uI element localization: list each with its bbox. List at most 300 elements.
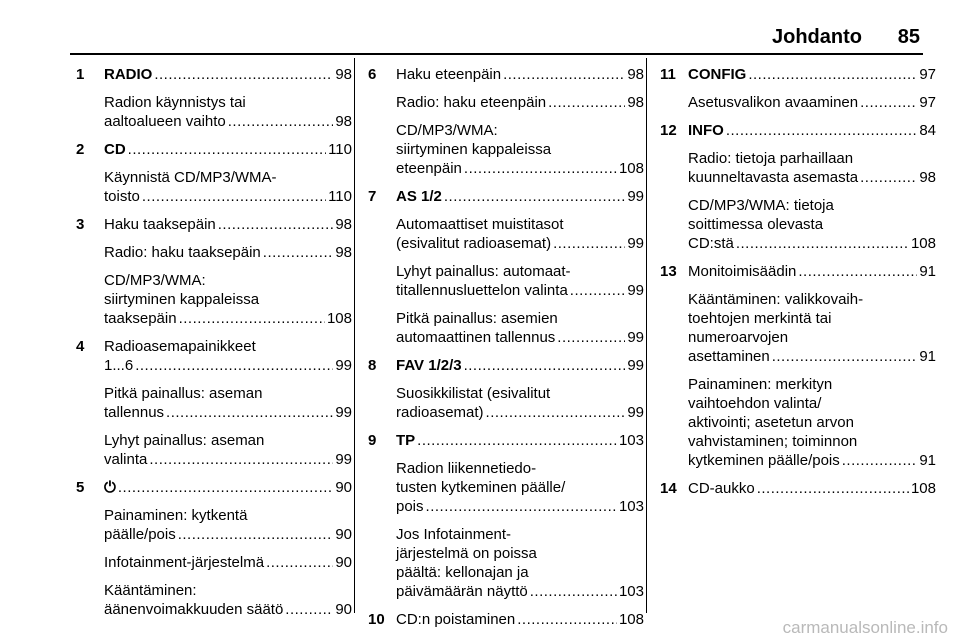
dot-leader [228, 112, 334, 131]
spacer [104, 328, 352, 337]
entry-text: Radion liikennetiedo- [396, 460, 537, 477]
entry-line [396, 459, 644, 478]
dot-leader [726, 121, 917, 140]
page-reference[interactable]: 103 [618, 498, 644, 515]
dot-leader [503, 65, 625, 84]
entry-line [396, 525, 644, 544]
entry-text: Painaminen: merkityn [688, 376, 833, 393]
entry-text: vaihtoehdon valinta/ [688, 395, 822, 412]
spacer [396, 601, 644, 610]
page-reference[interactable]: 91 [919, 348, 936, 365]
entry-text: pois [396, 498, 424, 515]
entry-line [104, 309, 352, 328]
entry-block [396, 309, 644, 347]
index-entry [660, 65, 936, 121]
entry-block [396, 187, 644, 206]
index-entry [76, 478, 352, 628]
entry-block [104, 271, 352, 328]
entry-text: kuunneltavasta asemasta [688, 169, 859, 186]
entry-block [104, 168, 352, 206]
entry-line [104, 243, 352, 262]
entry-line [396, 187, 644, 206]
dot-leader [553, 234, 625, 253]
entry-line [688, 290, 936, 309]
control-label: CONFIG [688, 66, 747, 83]
page-reference[interactable]: 98 [627, 66, 644, 83]
entry-text: radioasemat) [396, 404, 484, 421]
entry-number: 6 [368, 66, 377, 83]
entry-line [396, 431, 644, 450]
dot-leader [263, 243, 334, 262]
spacer [104, 206, 352, 215]
entry-line [688, 328, 936, 347]
entry-block [104, 384, 352, 422]
entry-line [104, 271, 352, 290]
entry-line [396, 328, 644, 347]
dot-leader [178, 525, 334, 544]
entry-line [104, 356, 352, 375]
spacer [396, 375, 644, 384]
entry-line [104, 140, 352, 159]
page-reference[interactable]: 108 [618, 611, 644, 628]
spacer [104, 159, 352, 168]
entry-block [396, 215, 644, 253]
index-entry [368, 356, 644, 431]
spacer [688, 498, 936, 507]
dot-leader [557, 328, 625, 347]
entry-line [688, 262, 936, 281]
page-reference[interactable]: 110 [328, 188, 352, 205]
entry-line [688, 121, 936, 140]
entry-text: Kääntäminen: [104, 582, 197, 599]
spacer [104, 262, 352, 271]
entry-line [688, 394, 936, 413]
entry-block [688, 262, 936, 281]
entry-text: Kääntäminen: valikkovaih- [688, 291, 864, 308]
dot-leader [530, 582, 617, 601]
entry-number: 9 [368, 432, 377, 449]
index-column-1 [76, 65, 352, 628]
entry-line [104, 403, 352, 422]
dot-leader [842, 451, 918, 470]
entry-block [396, 610, 644, 629]
entry-number: 2 [76, 141, 85, 158]
spacer [396, 347, 644, 356]
entry-block [396, 121, 644, 178]
entry-line [688, 234, 936, 253]
entry-line [104, 600, 352, 619]
entry-block [688, 149, 936, 187]
entry-text: soittimessa olevasta [688, 216, 824, 233]
dot-leader [266, 553, 333, 572]
entry-line [104, 525, 352, 544]
entry-line [104, 431, 352, 450]
page-reference[interactable]: 98 [335, 244, 352, 261]
spacer [396, 450, 644, 459]
control-label: CD [104, 141, 126, 158]
spacer [104, 234, 352, 243]
index-entry [368, 610, 644, 638]
page-reference[interactable]: 98 [919, 169, 936, 186]
control-label: FAV 1/2/3 [396, 357, 462, 374]
dot-leader [417, 431, 617, 450]
entry-line [104, 478, 352, 497]
spacer [396, 84, 644, 93]
entry-line [104, 187, 352, 206]
page-reference[interactable]: 98 [627, 94, 644, 111]
entry-block [688, 121, 936, 140]
entry-line [688, 479, 936, 498]
entry-block [104, 65, 352, 84]
entry-number: 4 [76, 338, 85, 355]
page-reference[interactable]: 108 [910, 235, 936, 252]
page-reference[interactable]: 99 [627, 235, 644, 252]
dot-leader [798, 262, 917, 281]
entry-line [396, 65, 644, 84]
spacer [104, 572, 352, 581]
entry-text: (esivalitut radioasemat) [396, 235, 552, 252]
spacer [688, 281, 936, 290]
page-reference[interactable]: 99 [627, 357, 644, 374]
entry-line [396, 93, 644, 112]
entry-block [688, 93, 936, 112]
entry-block [688, 375, 936, 470]
entry-number: 1 [76, 66, 85, 83]
page-reference[interactable]: 99 [627, 188, 644, 205]
entry-line [688, 168, 936, 187]
spacer [688, 470, 936, 479]
entry-block [104, 478, 352, 497]
entry-block [104, 431, 352, 469]
entry-line [688, 432, 936, 451]
page-number: 85 [897, 26, 920, 48]
entry-line [104, 112, 352, 131]
page-reference[interactable]: 97 [919, 66, 936, 83]
page-reference[interactable]: 97 [919, 94, 936, 111]
entry-text: Lyhyt painallus: aseman [104, 432, 265, 449]
entry-number: 8 [368, 357, 377, 374]
entry-line [688, 149, 936, 168]
entry-text: taaksepäin [104, 310, 177, 327]
dot-leader [285, 600, 333, 619]
entry-line [104, 65, 352, 84]
dot-leader [772, 347, 918, 366]
entry-line [688, 93, 936, 112]
index-entry [368, 187, 644, 356]
spacer [688, 84, 936, 93]
entry-text: 1...6 [104, 357, 134, 374]
entry-text: valinta [104, 451, 148, 468]
dot-leader [218, 215, 334, 234]
entry-text: tusten kytkeminen päälle/ [396, 479, 566, 496]
entry-line [688, 196, 936, 215]
entry-text: Radion käynnistys tai [104, 94, 246, 111]
spacer [396, 178, 644, 187]
entry-text: Radio: tietoja parhaillaan [688, 150, 854, 167]
dot-leader [736, 234, 909, 253]
entry-text: siirtyminen kappaleissa [104, 291, 260, 308]
dot-leader [149, 450, 333, 469]
entry-text: päältä: kellonajan ja [396, 564, 529, 581]
page-reference[interactable]: 108 [326, 310, 352, 327]
control-label: TP [396, 432, 416, 449]
entry-line [688, 309, 936, 328]
page-reference[interactable]: 98 [335, 216, 352, 233]
entry-text: tallennus [104, 404, 165, 421]
dot-leader [128, 140, 326, 159]
entry-line [396, 478, 644, 497]
column-divider [646, 58, 647, 613]
index-entry [76, 65, 352, 140]
spacer [104, 131, 352, 140]
page-reference[interactable]: 99 [627, 404, 644, 421]
entry-text: Suosikkilistat (esivalitut [396, 385, 551, 402]
entry-text: Infotainment-järjestelmä [104, 554, 265, 571]
entry-text: titallennusluettelon valinta [396, 282, 568, 299]
entry-text: Lyhyt painallus: automaat- [396, 263, 571, 280]
index-column-3 [660, 65, 936, 507]
entry-number: 10 [368, 611, 385, 628]
page-reference[interactable]: 108 [618, 160, 644, 177]
entry-block [688, 65, 936, 84]
spacer [688, 140, 936, 149]
entry-line [396, 234, 644, 253]
spacer [688, 187, 936, 196]
entry-line [688, 65, 936, 84]
entry-block [396, 65, 644, 84]
dot-leader [486, 403, 626, 422]
dot-leader [517, 610, 617, 629]
entry-text: Haku taaksepäin [104, 216, 216, 233]
page-reference[interactable]: 99 [627, 329, 644, 346]
index-entry [368, 65, 644, 187]
entry-number: 13 [660, 263, 677, 280]
entry-text: Pitkä painallus: aseman [104, 385, 263, 402]
control-label: INFO [688, 122, 724, 139]
entry-text: päälle/pois [104, 526, 176, 543]
dot-leader [118, 478, 333, 497]
entry-line [104, 337, 352, 356]
entry-line [688, 215, 936, 234]
entry-text: Automaattiset muistitasot [396, 216, 564, 233]
dot-leader [548, 93, 625, 112]
entry-number: 11 [660, 66, 676, 83]
entry-block [104, 93, 352, 131]
entry-text: Radio: haku taaksepäin [104, 244, 261, 261]
spacer [396, 422, 644, 431]
entry-text: Käynnistä CD/MP3/WMA- [104, 169, 277, 186]
entry-block [396, 431, 644, 450]
spacer [104, 84, 352, 93]
entry-text: Radioasemapainikkeet [104, 338, 256, 355]
entry-line [104, 581, 352, 600]
entry-line [396, 309, 644, 328]
entry-block [688, 196, 936, 253]
page-reference[interactable]: 98 [335, 66, 352, 83]
entry-line [396, 215, 644, 234]
watermark: carmanualsonline.info [782, 618, 948, 637]
entry-line [688, 451, 936, 470]
entry-line [104, 506, 352, 525]
index-entry [76, 215, 352, 337]
entry-line [688, 347, 936, 366]
spacer [396, 300, 644, 309]
entry-line [396, 403, 644, 422]
entry-line [396, 356, 644, 375]
entry-text: siirtyminen kappaleissa [396, 141, 552, 158]
entry-line [396, 121, 644, 140]
index-entry [368, 431, 644, 610]
dot-leader [179, 309, 325, 328]
spacer [104, 375, 352, 384]
page-reference[interactable]: 90 [335, 601, 352, 618]
entry-text: äänenvoimakkuuden säätö [104, 601, 284, 618]
entry-text: Radio: haku eteenpäin [396, 94, 547, 111]
page-reference[interactable]: 99 [335, 357, 352, 374]
entry-text: CD/MP3/WMA: [396, 122, 498, 139]
entry-line [104, 215, 352, 234]
spacer [104, 619, 352, 628]
entry-block [104, 581, 352, 619]
spacer [396, 253, 644, 262]
page-reference[interactable]: 108 [910, 480, 936, 497]
entry-text: kytkeminen päälle/pois [688, 452, 840, 469]
page-reference[interactable]: 99 [335, 451, 352, 468]
dot-leader [570, 281, 626, 300]
entry-block [688, 479, 936, 498]
dot-leader [166, 403, 333, 422]
spacer [104, 544, 352, 553]
entry-text: aaltoalueen vaihto [104, 113, 226, 130]
index-entry [76, 140, 352, 215]
entry-block [396, 525, 644, 601]
spacer [104, 469, 352, 478]
header-rule [70, 53, 923, 55]
dot-leader [154, 65, 333, 84]
dot-leader [142, 187, 326, 206]
spacer [396, 629, 644, 638]
index-entry [660, 262, 936, 479]
entry-line [396, 544, 644, 563]
entry-line [688, 375, 936, 394]
entry-number: 7 [368, 188, 377, 205]
entry-text: Pitkä painallus: asemien [396, 310, 558, 327]
page-reference[interactable]: 98 [335, 113, 352, 130]
entry-text: toehtojen merkintä tai [688, 310, 832, 327]
control-label: RADIO [104, 66, 153, 83]
entry-line [396, 140, 644, 159]
entry-text: eteenpäin [396, 160, 462, 177]
dot-leader [464, 356, 626, 375]
page-reference[interactable]: 103 [618, 432, 644, 449]
entry-line [396, 384, 644, 403]
dot-leader [444, 187, 625, 206]
entry-block [104, 215, 352, 234]
page-header [0, 0, 960, 56]
dot-leader [757, 479, 909, 498]
entry-line [104, 384, 352, 403]
dot-leader [748, 65, 917, 84]
entry-text: asettaminen [688, 348, 770, 365]
entry-line [396, 497, 644, 516]
entry-block [104, 140, 352, 159]
entry-line [396, 563, 644, 582]
entry-text: järjestelmä on poissa [396, 545, 537, 562]
control-label: AS 1/2 [396, 188, 442, 205]
dot-leader [464, 159, 617, 178]
dot-leader [135, 356, 333, 375]
entry-line [396, 262, 644, 281]
page-reference[interactable]: 99 [335, 404, 352, 421]
index-column-2 [368, 65, 644, 638]
page-reference[interactable]: 91 [919, 263, 936, 280]
dot-leader [860, 93, 917, 112]
entry-text: CD-aukko [688, 480, 755, 497]
entry-block [396, 356, 644, 375]
entry-text: Monitoimisäädin [688, 263, 797, 280]
entry-text: Asetusvalikon avaaminen [688, 94, 859, 111]
entry-text: CD:stä [688, 235, 734, 252]
dot-leader [860, 168, 917, 187]
page-reference[interactable]: 110 [328, 141, 352, 158]
page-title: Johdanto [772, 26, 862, 48]
entry-text: vahvistaminen; toiminnon [688, 433, 858, 450]
page-reference[interactable]: 90 [335, 526, 352, 543]
page-reference[interactable]: 91 [919, 452, 936, 469]
entry-text: CD/MP3/WMA: [104, 272, 206, 289]
spacer [688, 366, 936, 375]
entry-line [396, 610, 644, 629]
entry-block [104, 243, 352, 262]
entry-block [396, 93, 644, 112]
index-entry [660, 121, 936, 262]
page-reference[interactable]: 90 [335, 554, 352, 571]
entry-block [396, 459, 644, 516]
entry-block [396, 384, 644, 422]
entry-line [396, 159, 644, 178]
entry-text: Painaminen: kytkentä [104, 507, 248, 524]
entry-block [104, 553, 352, 572]
entry-line [104, 93, 352, 112]
control-label: ⏻ [104, 479, 116, 496]
entry-line [104, 450, 352, 469]
entry-number: 5 [76, 479, 85, 496]
page-reference[interactable]: 90 [335, 479, 352, 496]
entry-line [104, 553, 352, 572]
index-entry [76, 337, 352, 478]
entry-text: aktivointi; asetetun arvon [688, 414, 854, 431]
spacer [104, 422, 352, 431]
page-reference[interactable]: 99 [627, 282, 644, 299]
spacer [688, 112, 936, 121]
entry-text: toisto [104, 188, 140, 205]
index-entry [660, 479, 936, 507]
entry-block [104, 337, 352, 375]
entry-line [104, 290, 352, 309]
page-reference[interactable]: 103 [618, 583, 644, 600]
entry-text: Jos Infotainment- [396, 526, 512, 543]
entry-number: 3 [76, 216, 85, 233]
entry-block [688, 290, 936, 366]
entry-block [396, 262, 644, 300]
spacer [104, 497, 352, 506]
entry-line [396, 582, 644, 601]
entry-number: 12 [660, 122, 677, 139]
entry-text: CD:n poistaminen [396, 611, 516, 628]
entry-text: Haku eteenpäin [396, 66, 502, 83]
entry-line [396, 281, 644, 300]
page-reference[interactable]: 84 [919, 122, 936, 139]
